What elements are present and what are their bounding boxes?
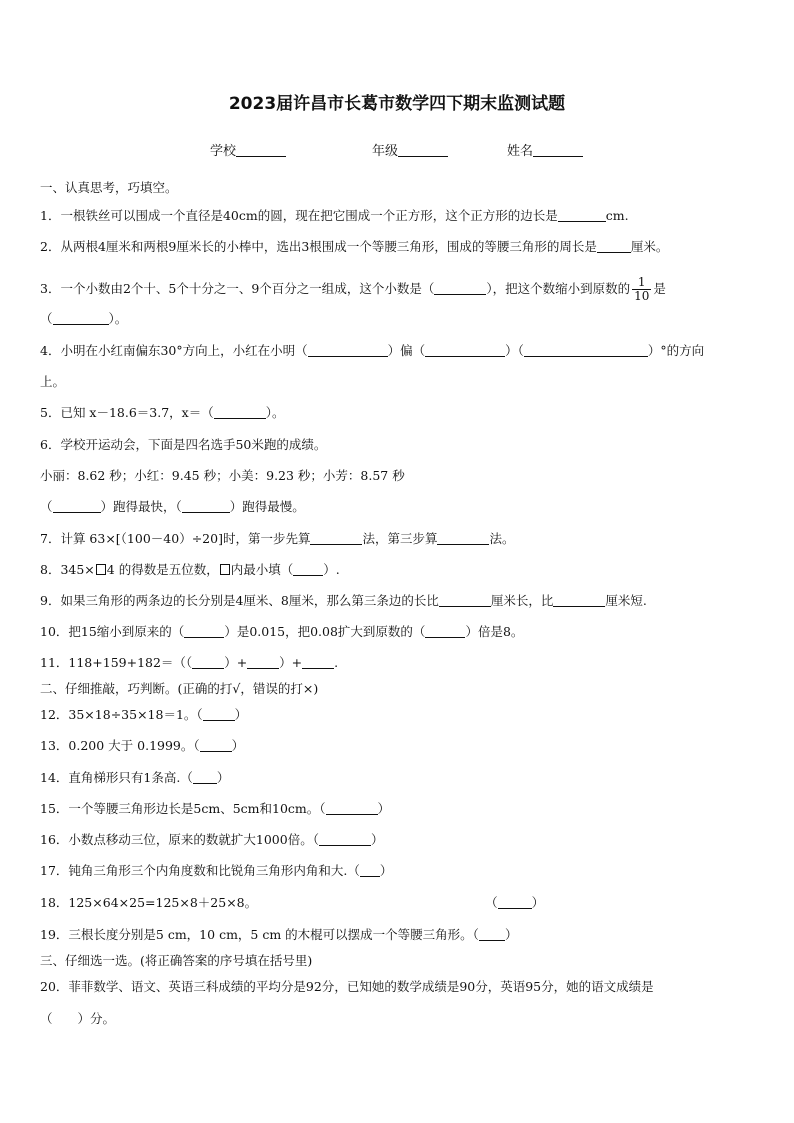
section-3-heading: 三、仔细选一选。(将正确答案的序号填在括号里) xyxy=(40,953,313,968)
question-6-data: 小丽：8.62 秒；小红：9.45 秒；小美：9.23 秒；小芳：8.57 秒 xyxy=(40,468,405,483)
answer-blank[interactable] xyxy=(308,343,388,357)
question-11: 11．118+159+182＝（（ ）+ ）+ . xyxy=(40,655,339,670)
question-2: 2．从两根4厘米和两根9厘米长的小棒中，选出3根围成一个等腰三角形，围成的等腰三角形的周长是 厘米。 xyxy=(40,239,669,254)
question-10: 10．把15缩小到原来的（ ）是0.015，把0.08扩大到原数的（ ）倍是8。 xyxy=(40,624,524,639)
question-6: 6．学校开运动会，下面是四名选手50米跑的成绩。 xyxy=(40,437,327,452)
page-title: 2023届许昌市长葛市数学四下期末监测试题 xyxy=(228,94,566,114)
question-20-cont: （ ）分。 xyxy=(40,1011,116,1026)
answer-blank[interactable] xyxy=(437,531,489,545)
answer-blank[interactable] xyxy=(203,707,235,721)
question-17: 17．钝角三角形三个内角度数和比锐角三角形内角和大.（ ） xyxy=(40,863,393,878)
question-5: 5．已知 x－18.6＝3.7，x＝（ ）。 xyxy=(40,405,285,420)
question-16: 16．小数点移动三位，原来的数就扩大1000倍。（ ） xyxy=(40,832,384,847)
answer-blank[interactable] xyxy=(439,593,491,607)
answer-blank[interactable] xyxy=(326,801,378,815)
question-4: 4．小明在小红南偏东30°方向上，小红在小明（ ）偏（ ）（ ）°的方向 xyxy=(40,343,705,358)
question-6-blanks: （ ）跑得最快，（ ）跑得最慢。 xyxy=(40,499,305,514)
answer-blank[interactable] xyxy=(434,281,486,295)
answer-blank[interactable] xyxy=(479,927,505,941)
answer-blank[interactable] xyxy=(302,655,334,669)
question-19: 19．三根长度分别是5 cm，10 cm，5 cm 的木棍可以摆成一个等腰三角形。（ ） xyxy=(40,927,518,942)
question-4-cont: 上。 xyxy=(40,374,66,389)
school-label: 学校 xyxy=(210,144,237,159)
grade-field[interactable] xyxy=(372,140,448,159)
answer-blank[interactable] xyxy=(498,895,532,909)
answer-blank[interactable] xyxy=(184,624,224,638)
answer-blank[interactable] xyxy=(53,499,101,513)
answer-blank[interactable] xyxy=(192,655,224,669)
question-12: 12．35×18÷35×18＝1。（ ） xyxy=(40,707,248,722)
answer-blank[interactable] xyxy=(247,655,279,669)
answer-blank[interactable] xyxy=(425,624,465,638)
answer-blank[interactable] xyxy=(597,239,631,253)
answer-blank[interactable] xyxy=(214,405,266,419)
school-field[interactable] xyxy=(210,140,286,159)
answer-blank[interactable] xyxy=(200,738,232,752)
answer-blank[interactable] xyxy=(310,531,362,545)
answer-blank[interactable] xyxy=(193,770,217,784)
box-symbol xyxy=(96,564,106,575)
box-symbol xyxy=(220,564,230,575)
answer-blank[interactable] xyxy=(553,593,605,607)
answer-blank[interactable] xyxy=(53,311,109,325)
question-3-cont: （ ）。 xyxy=(40,311,128,326)
question-3: 3．一个小数由2个十、5个十分之一、9个百分之一组成，这个小数是（ ），把这个数缩小到原数的 $\frac{1}{10}$ 是 xyxy=(40,275,666,303)
answer-blank[interactable] xyxy=(425,343,505,357)
answer-blank[interactable] xyxy=(558,208,606,222)
name-label: 姓名 xyxy=(507,144,534,159)
answer-blank[interactable] xyxy=(293,562,323,576)
grade-label: 年级 xyxy=(372,144,399,159)
question-13: 13．0.200 大于 0.1999。（ ） xyxy=(40,738,245,753)
question-1: 1．一根铁丝可以围成一个直径是40cm的圆，现在把它围成一个正方形，这个正方形的边长是 cm. xyxy=(40,208,629,223)
answer-blank[interactable] xyxy=(182,499,230,513)
question-7: 7．计算 63×[（100－40）÷20]时，第一步先算 法，第三步算 法。 xyxy=(40,531,515,546)
question-14: 14．直角梯形只有1条高.（ ） xyxy=(40,770,230,785)
answer-blank[interactable] xyxy=(319,832,371,846)
name-field[interactable] xyxy=(507,140,583,159)
answer-blank[interactable] xyxy=(524,343,648,357)
question-9: 9．如果三角形的两条边的长分别是4厘米、8厘米，那么第三条边的长比 厘米长，比 厘米短. xyxy=(40,593,647,608)
question-15: 15．一个等腰三角形边长是5cm、5cm和10cm。（ ） xyxy=(40,801,391,816)
section-2-heading: 二、仔细推敲，巧判断。(正确的打√，错误的打×) xyxy=(40,681,319,696)
question-20: 20．菲菲数学、语文、英语三科成绩的平均分是92分，已知她的数学成绩是90分，英语95分，她的语文成绩是 xyxy=(40,979,654,994)
fraction-one-tenth: $\frac{1}{10}$ xyxy=(634,275,650,303)
question-8: 8．345× 4 的得数是五位数， 内最小填（ ）. xyxy=(40,562,340,577)
question-18: 18．125×64×25=125×8＋25×8。 （ ） xyxy=(40,895,545,910)
answer-blank[interactable] xyxy=(360,863,380,877)
section-1-heading: 一、认真思考，巧填空。 xyxy=(40,180,178,195)
